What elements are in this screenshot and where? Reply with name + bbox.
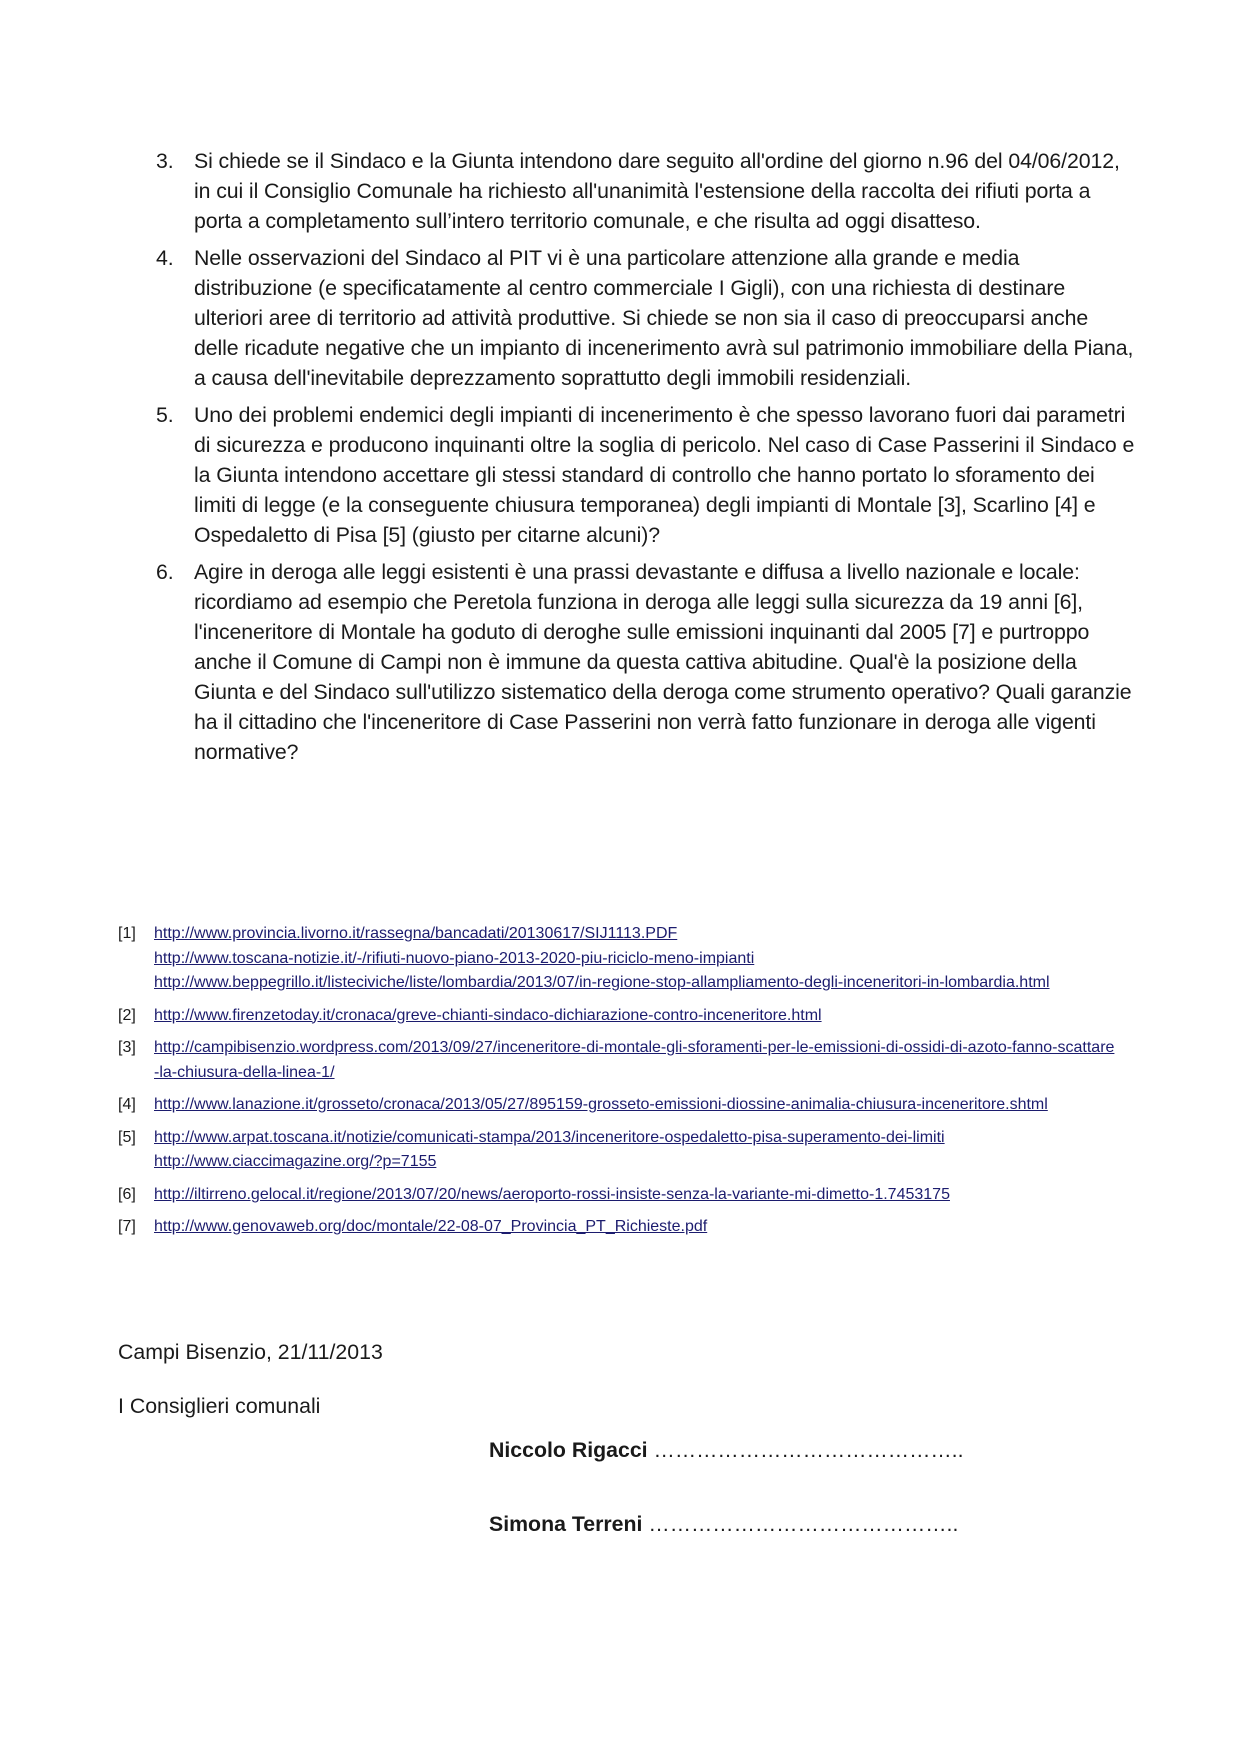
question-item-4	[152, 243, 1137, 393]
reference-link[interactable]: http://www.ciaccimagazine.org/?p=7155	[154, 1153, 437, 1170]
question-text: Nelle osservazioni del Sindaco al PIT vi è una particolare attenzione alla grande e media distribuzione (e specificatamente al centro commerciale I Gigli), con una richiesta di destinare ulteriori aree di territorio ad attività produttive. Si chiede se non sia il caso di preoccuparsi anche delle ricadute negative che un impianto di incenerimento avrà sul patrimonio immobiliare della Piana, a causa dell'inevitabile deprezzamento soprattutto degli immobili residenziali.	[194, 246, 1134, 390]
reference-label: [6]	[118, 1185, 136, 1203]
reference-link[interactable]: http://www.lanazione.it/grosseto/cronaca/2013/05/27/895159-grosseto-emissioni-diossine-animalia-chiusura-inceneritore.shtml	[154, 1096, 1048, 1113]
reference-link[interactable]: http://www.firenzetoday.it/cronaca/greve-chianti-sindaco-dichiarazione-contro-inceneritore.html	[154, 1006, 822, 1024]
reference-item-1	[118, 922, 1118, 996]
place-and-date: Campi Bisenzio, 21/11/2013	[118, 1340, 383, 1364]
reference-item-7	[118, 1215, 1118, 1240]
signer-block	[489, 1512, 958, 1537]
reference-link[interactable]: http://www.beppegrillo.it/listeciviche/liste/lombardia/2013/07/in-regione-stop-allampliamento-degli-inceneritori-in-lombardia.html	[154, 974, 1050, 991]
question-text: Agire in deroga alle leggi esistenti è una prassi devastante e diffusa a livello nazionale e locale: ricordiamo ad esempio che Peretola funziona in deroga alle leggi sulla sicurezza da 19 anni [6], l'inceneritore di Montale ha goduto di deroghe sulle emissioni inquinanti dal 2005 [7] e purtroppo anche il Comune di Campi non è immune da questa cattiva abitudine. Qual'è la posizione della Giunta e del Sindaco sull'utilizzo sistematico della deroga come strumento operativo? Quali garanzie ha il cittadino che l'inceneritore di Case Passerini non verrà fatto funzionare in deroga alle vigenti normative?	[194, 560, 1132, 764]
reference-label: [1]	[118, 925, 136, 942]
signer-name: Niccolo Rigacci	[489, 1438, 648, 1462]
reference-item-4	[118, 1093, 1118, 1118]
signature-line: ……………………………………..	[648, 1512, 959, 1536]
reference-link[interactable]: http://www.arpat.toscana.it/notizie/comunicati-stampa/2013/inceneritore-ospedaletto-pisa-superamento-dei-limiti	[154, 1128, 945, 1146]
reference-link[interactable]: http://www.provincia.livorno.it/rassegna/bancadati/20130617/SIJ1113.PDF	[154, 925, 678, 942]
reference-label: [2]	[118, 1006, 136, 1024]
signatories-label: I Consiglieri comunali	[118, 1394, 321, 1418]
question-number: 5.	[156, 403, 174, 427]
question-text: Si chiede se il Sindaco e la Giunta intendono dare seguito all'ordine del giorno n.96 del 04/06/2012, in cui il Consiglio Comunale ha richiesto all'unanimità l'estensione della raccolta dei rifiuti porta a porta a completamento sull’intero territorio comunale, e che risulta ad oggi disatteso.	[194, 149, 1120, 233]
reference-item-6	[118, 1183, 1118, 1208]
question-item-6	[152, 557, 1137, 767]
reference-item-5	[118, 1126, 1118, 1175]
reference-item-3	[118, 1036, 1118, 1085]
question-number: 3.	[156, 149, 174, 173]
question-item-5	[152, 400, 1137, 550]
references-list	[118, 922, 1118, 1248]
reference-label: [7]	[118, 1218, 136, 1235]
signature-line: ……………………………………..	[653, 1438, 964, 1462]
question-number: 6.	[156, 560, 174, 584]
reference-label: [3]	[118, 1039, 136, 1056]
signer-block	[489, 1438, 964, 1463]
reference-link[interactable]: http://iltirreno.gelocal.it/regione/2013/07/20/news/aeroporto-rossi-insiste-senza-la-variante-mi-dimetto-1.7453175	[154, 1185, 950, 1203]
reference-label: [4]	[118, 1096, 136, 1113]
reference-link[interactable]: http://www.toscana-notizie.it/-/rifiuti-nuovo-piano-2013-2020-piu-riciclo-meno-impianti	[154, 949, 755, 967]
question-item-3	[152, 146, 1137, 236]
questions-list	[152, 146, 1137, 774]
signer-name: Simona Terreni	[489, 1512, 643, 1536]
reference-link[interactable]: http://campibisenzio.wordpress.com/2013/09/27/inceneritore-di-montale-gli-sforamenti-per-le-emissioni-di-ossidi-di-azoto-fanno-scattare-la-chiusura-della-linea-1/	[154, 1039, 1115, 1081]
reference-item-2	[118, 1004, 1118, 1029]
question-text: Uno dei problemi endemici degli impianti di incenerimento è che spesso lavorano fuori dai parametri di sicurezza e producono inquinanti oltre la soglia di pericolo. Nel caso di Case Passerini il Sindaco e la Giunta intendono accettare gli stessi standard di controllo che hanno portato lo sforamento dei limiti di legge (e la conseguente chiusura temporanea) degli impianti di Montale [3], Scarlino [4] e Ospedaletto di Pisa [5] (giusto per citarne alcuni)?	[194, 403, 1135, 547]
question-number: 4.	[156, 246, 174, 270]
reference-label: [5]	[118, 1128, 136, 1146]
reference-link[interactable]: http://www.genovaweb.org/doc/montale/22-08-07_Provincia_PT_Richieste.pdf	[154, 1218, 708, 1235]
